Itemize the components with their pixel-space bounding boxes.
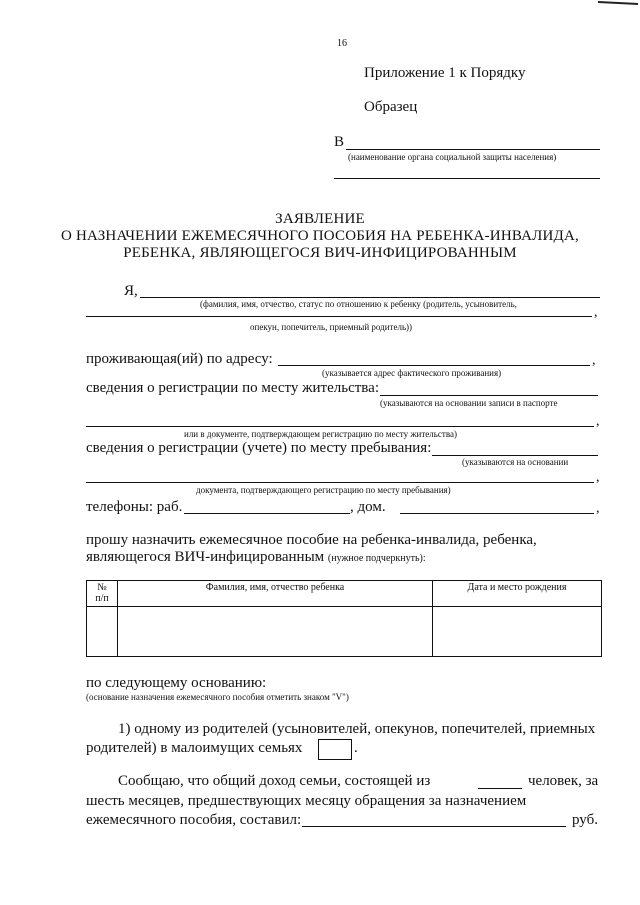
column-number-header-1: № bbox=[97, 582, 107, 593]
page-number: 16 bbox=[337, 38, 347, 49]
appendix-label: Приложение 1 к Порядку bbox=[364, 65, 526, 81]
residence-registration-hint-2: или в документе, подтверждающем регистрацию по месту жительства) bbox=[184, 429, 457, 439]
residence-registration-comma: , bbox=[596, 414, 600, 429]
income-line-1b: человек, за bbox=[528, 773, 599, 789]
residence-registration-field-2[interactable] bbox=[86, 426, 594, 427]
children-table bbox=[86, 580, 602, 657]
request-line-1: прошу назначить ежемесячное пособие на ребенка-инвалида, ребенка, bbox=[86, 532, 537, 548]
table-cell-number[interactable] bbox=[87, 607, 118, 657]
applicant-name-field[interactable] bbox=[140, 297, 600, 298]
table-header-row bbox=[87, 581, 602, 607]
sample-label: Образец bbox=[364, 99, 418, 115]
residence-registration-field[interactable] bbox=[380, 395, 598, 396]
applicant-status-field[interactable] bbox=[86, 316, 592, 317]
option1-checkbox[interactable] bbox=[318, 739, 352, 760]
residence-registration-hint-1: (указываются на основании записи в паспорте bbox=[380, 398, 558, 408]
phone-work-label: телефоны: раб. bbox=[86, 499, 183, 515]
income-line-3a: ежемесячного пособия, составил: bbox=[86, 812, 302, 828]
stay-registration-hint-1: (указываются на основании bbox=[462, 457, 569, 467]
option1-line-1: 1) одному из родителей (усыновителей, опекунов, попечителей, приемных bbox=[118, 721, 596, 737]
applicant-hint-1: (фамилия, имя, отчество, статус по отношению к ребенку (родитель, усыновитель, bbox=[200, 299, 517, 309]
stay-registration-field-2[interactable] bbox=[86, 482, 594, 483]
address-field[interactable] bbox=[278, 365, 590, 366]
title-line-1: ЗАЯВЛЕНИЕ bbox=[275, 211, 365, 227]
table-cell-birth[interactable] bbox=[433, 607, 602, 657]
column-number-header bbox=[87, 581, 118, 607]
table-cell-name[interactable] bbox=[118, 607, 433, 657]
phone-home-field[interactable] bbox=[400, 513, 594, 514]
column-birth-header: Дата и место рождения bbox=[433, 581, 602, 607]
income-amount-field[interactable] bbox=[302, 826, 566, 827]
request-line-2 bbox=[86, 549, 426, 566]
income-currency: руб. bbox=[572, 812, 598, 828]
table-row[interactable] bbox=[87, 607, 602, 657]
applicant-hint-2: опекун, попечитель, приемный родитель)) bbox=[250, 322, 413, 332]
phone-work-field[interactable] bbox=[184, 513, 350, 514]
option1-line-2: родителей) в малоимущих семьях bbox=[86, 740, 303, 756]
income-line-2: шесть месяцев, предшествующих месяцу обращения за назначением bbox=[86, 793, 527, 809]
title-line-3: РЕБЕНКА, ЯВЛЯЮЩЕГОСЯ ВИЧ-ИНФИЦИРОВАННЫМ bbox=[123, 245, 517, 261]
title-line-2: О НАЗНАЧЕНИИ ЕЖЕМЕСЯЧНОГО ПОСОБИЯ НА РЕБЕНКА-ИНВАЛИДА, bbox=[61, 228, 579, 244]
stay-registration-comma: , bbox=[596, 470, 600, 485]
family-size-field[interactable] bbox=[478, 788, 522, 789]
stay-registration-label: сведения о регистрации (учете) по месту пребывания: bbox=[86, 440, 432, 456]
recipient-hint: (наименование органа социальной защиты населения) bbox=[348, 152, 557, 162]
basis-label: по следующему основанию: bbox=[86, 675, 267, 691]
residence-registration-label: сведения о регистрации по месту жительства: bbox=[86, 380, 379, 396]
address-comma: , bbox=[592, 353, 596, 368]
phone-comma: , bbox=[596, 501, 600, 516]
scan-corner-mark bbox=[598, 0, 638, 8]
recipient-prefix: В bbox=[334, 134, 345, 150]
recipient-field-line[interactable] bbox=[346, 149, 600, 150]
stay-registration-hint-2: документа, подтверждающего регистрацию по месту пребывания) bbox=[196, 485, 451, 495]
phone-home-label: , дом. bbox=[350, 499, 386, 515]
request-line-2-text: являющегося ВИЧ-инфицированным bbox=[86, 549, 325, 565]
stay-registration-field[interactable] bbox=[432, 455, 598, 456]
recipient-field-line-2[interactable] bbox=[334, 178, 600, 179]
income-line-1a: Сообщаю, что общий доход семьи, состоящей из bbox=[118, 773, 431, 789]
applicant-prefix: Я, bbox=[124, 283, 138, 299]
column-name-header: Фамилия, имя, отчество ребенка bbox=[118, 581, 433, 607]
address-hint: (указывается адрес фактического проживания) bbox=[322, 368, 502, 378]
request-note: (нужное подчеркнуть): bbox=[327, 553, 426, 564]
basis-hint: (основание назначения ежемесячного пособия отметить знаком "V") bbox=[86, 692, 349, 702]
applicant-comma: , bbox=[594, 305, 598, 320]
column-number-header-2: п/п bbox=[95, 593, 109, 604]
option1-dot: . bbox=[354, 740, 358, 756]
address-label: проживающая(ий) по адресу: bbox=[86, 351, 273, 367]
